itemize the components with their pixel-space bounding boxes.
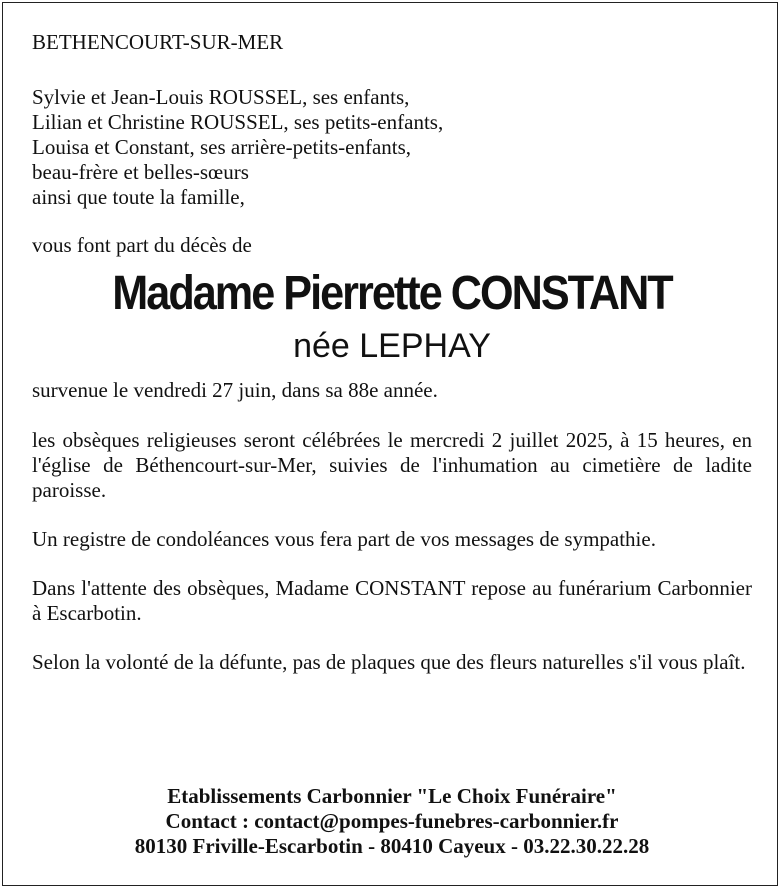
maiden-name: née LEPHAY — [293, 327, 491, 365]
family-line: Louisa et Constant, ses arrière-petits-enfants, — [32, 135, 412, 159]
family-line: beau-frère et belles-sœurs — [32, 160, 249, 184]
family-line: ainsi que toute la famille, — [32, 185, 245, 209]
flowers-paragraph: Selon la volonté de la défunte, pas de plaques que des fleurs naturelles s'il vous plaît. — [32, 650, 746, 674]
funeral-home-footer — [0, 784, 784, 859]
condolences-paragraph: Un registre de condoléances vous fera part de vos messages de sympathie. — [32, 527, 656, 551]
obituary-notice — [32, 30, 752, 699]
family-line: Lilian et Christine ROUSSEL, ses petits-enfants, — [32, 110, 444, 134]
deceased-name: Madame Pierrette CONSTANT — [112, 267, 672, 320]
family-list — [32, 85, 752, 210]
contact-email: Contact : contact@pompes-funebres-carbonnier.fr — [165, 809, 619, 833]
rest-place-paragraph: Dans l'attente des obsèques, Madame CONSTANT repose au funérarium Carbonnier à Escarbotin. — [32, 576, 752, 625]
family-line: Sylvie et Jean-Louis ROUSSEL, ses enfants, — [32, 85, 410, 109]
company-name: Etablissements Carbonnier "Le Choix Funéraire" — [167, 784, 617, 808]
intro-text: vous font part du décès de — [32, 233, 252, 257]
address-phone: 80130 Friville-Escarbotin - 80410 Cayeux - 03.22.30.22.28 — [134, 834, 650, 858]
death-date-paragraph: survenue le vendredi 27 juin, dans sa 88e année. — [32, 378, 438, 402]
city-heading: BETHENCOURT-SUR-MER — [32, 30, 284, 54]
funeral-paragraph: les obsèques religieuses seront célébrées le mercredi 2 juillet 2025, à 15 heures, en l'église de Béthencourt-sur-Mer, suivies de l'inhumation au cimetière de ladite paroisse. — [32, 428, 752, 502]
